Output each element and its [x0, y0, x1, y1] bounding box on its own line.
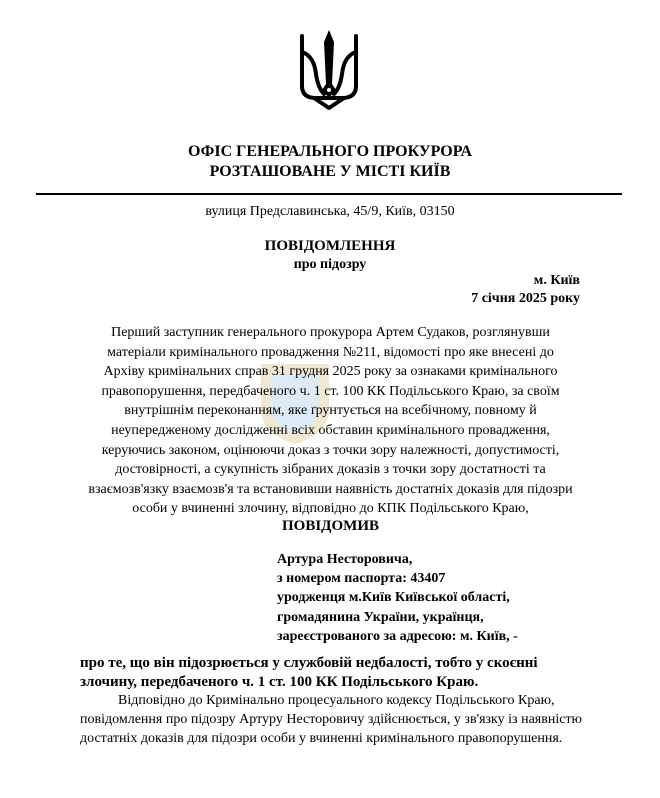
- org-location: РОЗТАШОВАНЕ У МІСТІ КИЇВ: [209, 163, 451, 180]
- closing-paragraph: Відповідно до Кримінально процесуального кодексу Подільського Краю, повідомлення про підозру Артуру Несторовичу здійснюється, у зв'язку із наявністю достатніх доказів для підозри особи у вчиненні кримінального правопорушення.: [80, 693, 583, 746]
- org-name: ОФІС ГЕНЕРАЛЬНОГО ПРОКУРОРА: [187, 143, 473, 160]
- suspect-details: [277, 550, 518, 646]
- document-date: 7 січня 2025 року: [471, 291, 580, 306]
- document-title: ПОВІДОМЛЕННЯ: [264, 238, 396, 254]
- org-address: вулиця Предславинська, 45/9, Київ, 03150: [205, 204, 455, 219]
- document-subtitle: про підозру: [293, 257, 367, 272]
- header-divider: [36, 193, 622, 195]
- suspect-birthplace: уродженця м.Київ Київської області,: [277, 590, 510, 606]
- document-place: м. Київ: [533, 273, 580, 288]
- suspect-citizenship: громадянина України, українця,: [277, 609, 484, 625]
- suspect-passport: з номером паспорта: 43407: [277, 571, 446, 587]
- suspicion-statement: про те, що він підозрюється у службовій недбалості, тобто у скоєнні злочину, передбаченого ч. 1 ст. 100 КК Подільського Краю.: [80, 655, 538, 690]
- main-paragraph: Перший заступник генерального прокурора Артем Судаков, розглянувши матеріали кримінального провадження №211, відомості про яке внесені до Архіву кримінальних справ 31 грудня 2025 року за ознаками кримінального правопорушення, передбаченого ч. 1 ст. 100 КК Подільського Краю, за своїм внутрішнім переконанням, яке ґрунтується на всебічному, повному й неупередженому дослідженні всіх обставин кримінального провадження, керуючись законом, оцінюючи доказ з точки зору належності, допустимості, достовірності, а сукупність зібраних доказів з точки зору достатності та взаємозв'язку взаємозв'я та встановивши наявність достатніх доказів для підозри особи у вчиненні злочину, відповідно до КПК Подільського Краю,: [88, 325, 573, 517]
- suspect-address: зареєстрованого за адресою: м. Київ, -: [277, 628, 518, 644]
- trident-icon: [296, 28, 362, 112]
- notified-heading: ПОВІДОМИВ: [282, 518, 379, 534]
- suspect-name: Артура Несторовича,: [277, 552, 413, 567]
